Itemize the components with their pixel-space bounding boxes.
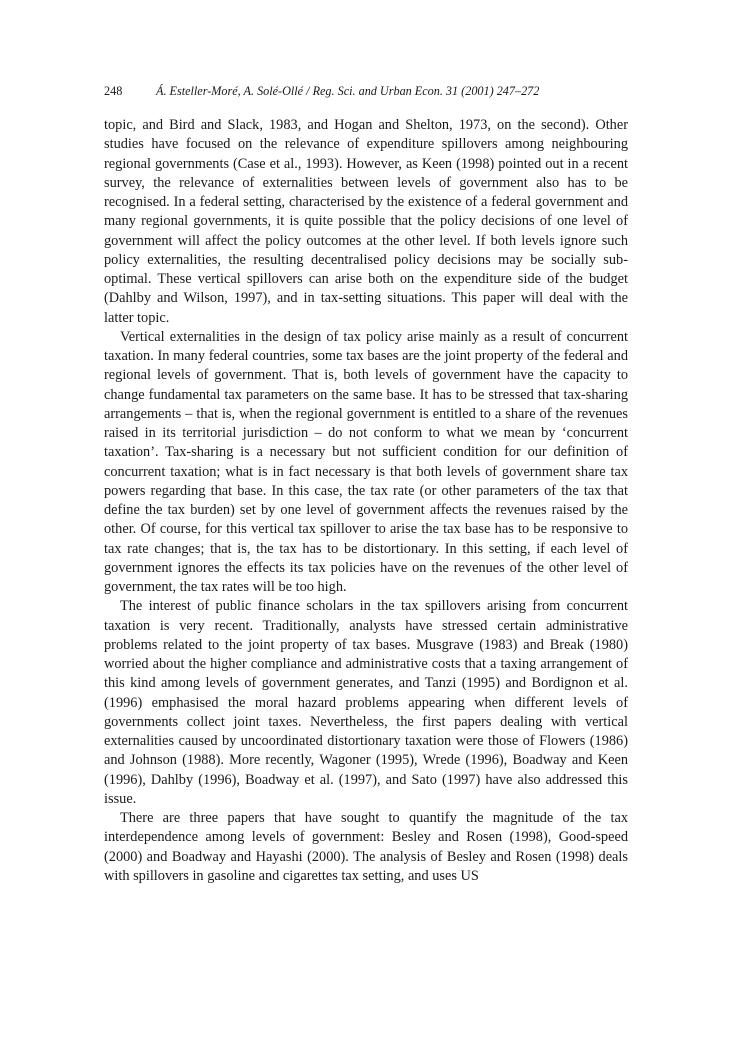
- journal-citation: Á. Esteller-Moré, A. Solé-Ollé / Reg. Sci. and Urban Econ. 31 (2001) 247–272: [156, 84, 540, 98]
- body-text: [104, 116, 628, 886]
- paragraph-empirical-papers: There are three papers that have sought to quantify the magnitude of the tax interdependence among levels of government: Besley and Rosen (1998), Good-speed (2000) and Boadway and Hayashi (2000). The analysis of Besley and Rosen (1998) deals with spillovers in gasoline and cigarettes tax setting, and uses US: [104, 810, 628, 884]
- running-head: [104, 83, 631, 99]
- paragraph-continuation: topic, and Bird and Slack, 1983, and Hogan and Shelton, 1973, on the second). Other studies have focused on the relevance of expenditure spillovers among neighbouring regional governments (Case et al., 1993). However, as Keen (1998) pointed out in a recent survey, the relevance of externalities between levels of government also has to be recognised. In a federal setting, characterised by the existence of a federal government and many regional governments, it is quite possible that the policy decisions of one level of government will affect the policy outcomes at the other level. If both levels ignore such policy externalities, the resulting decentralised policy decisions may be socially sub-optimal. These vertical spillovers can arise both on the expenditure side of the budget (Dahlby and Wilson, 1997), and in tax-setting situations. This paper will deal with the latter topic.: [104, 117, 628, 326]
- paragraph-literature-review: The interest of public finance scholars in the tax spillovers arising from concurrent taxation is very recent. Traditionally, analysts have stressed certain administrative problems related to the joint property of tax bases. Musgrave (1983) and Break (1980) worried about the higher compliance and administrative costs that a taxing arrangement of this kind among levels of government generates, and Tanzi (1995) and Bordignon et al. (1996) emphasised the moral hazard problems appearing when different levels of governments collect joint taxes. Nevertheless, the first papers dealing with vertical externalities caused by uncoordinated distortionary taxation were those of Flowers (1986) and Johnson (1988). More recently, Wagoner (1995), Wrede (1996), Boadway and Keen (1996), Dahlby (1996), Boadway et al. (1997), and Sato (1997) have also addressed this issue.: [104, 598, 628, 807]
- page-number: 248: [104, 84, 123, 98]
- paragraph-vertical-externalities: Vertical externalities in the design of tax policy arise mainly as a result of concurrent taxation. In many federal countries, some tax bases are the joint property of the federal and regional levels of government. That is, both levels of government have the capacity to change fundamental tax parameters on the same base. It has to be stressed that tax-sharing arrangements – that is, when the regional government is entitled to a share of the revenues raised in its territorial jurisdiction – do not conform to what we mean by ‘concurrent taxation’. Tax-sharing is a necessary but not sufficient condition for our definition of concurrent taxation; what is in fact necessary is that both levels of government share tax powers regarding that base. In this case, the tax rate (or other parameters of the tax that define the tax burden) set by one level of government affects the revenues raised by the other. Of course, for this vertical tax spillover to arise the tax base has to be responsive to tax rate changes; that is, the tax has to be distortionary. In this setting, if each level of government ignores the effects its tax policies have on the revenues of the other level of government, the tax rates will be too high.: [104, 328, 628, 595]
